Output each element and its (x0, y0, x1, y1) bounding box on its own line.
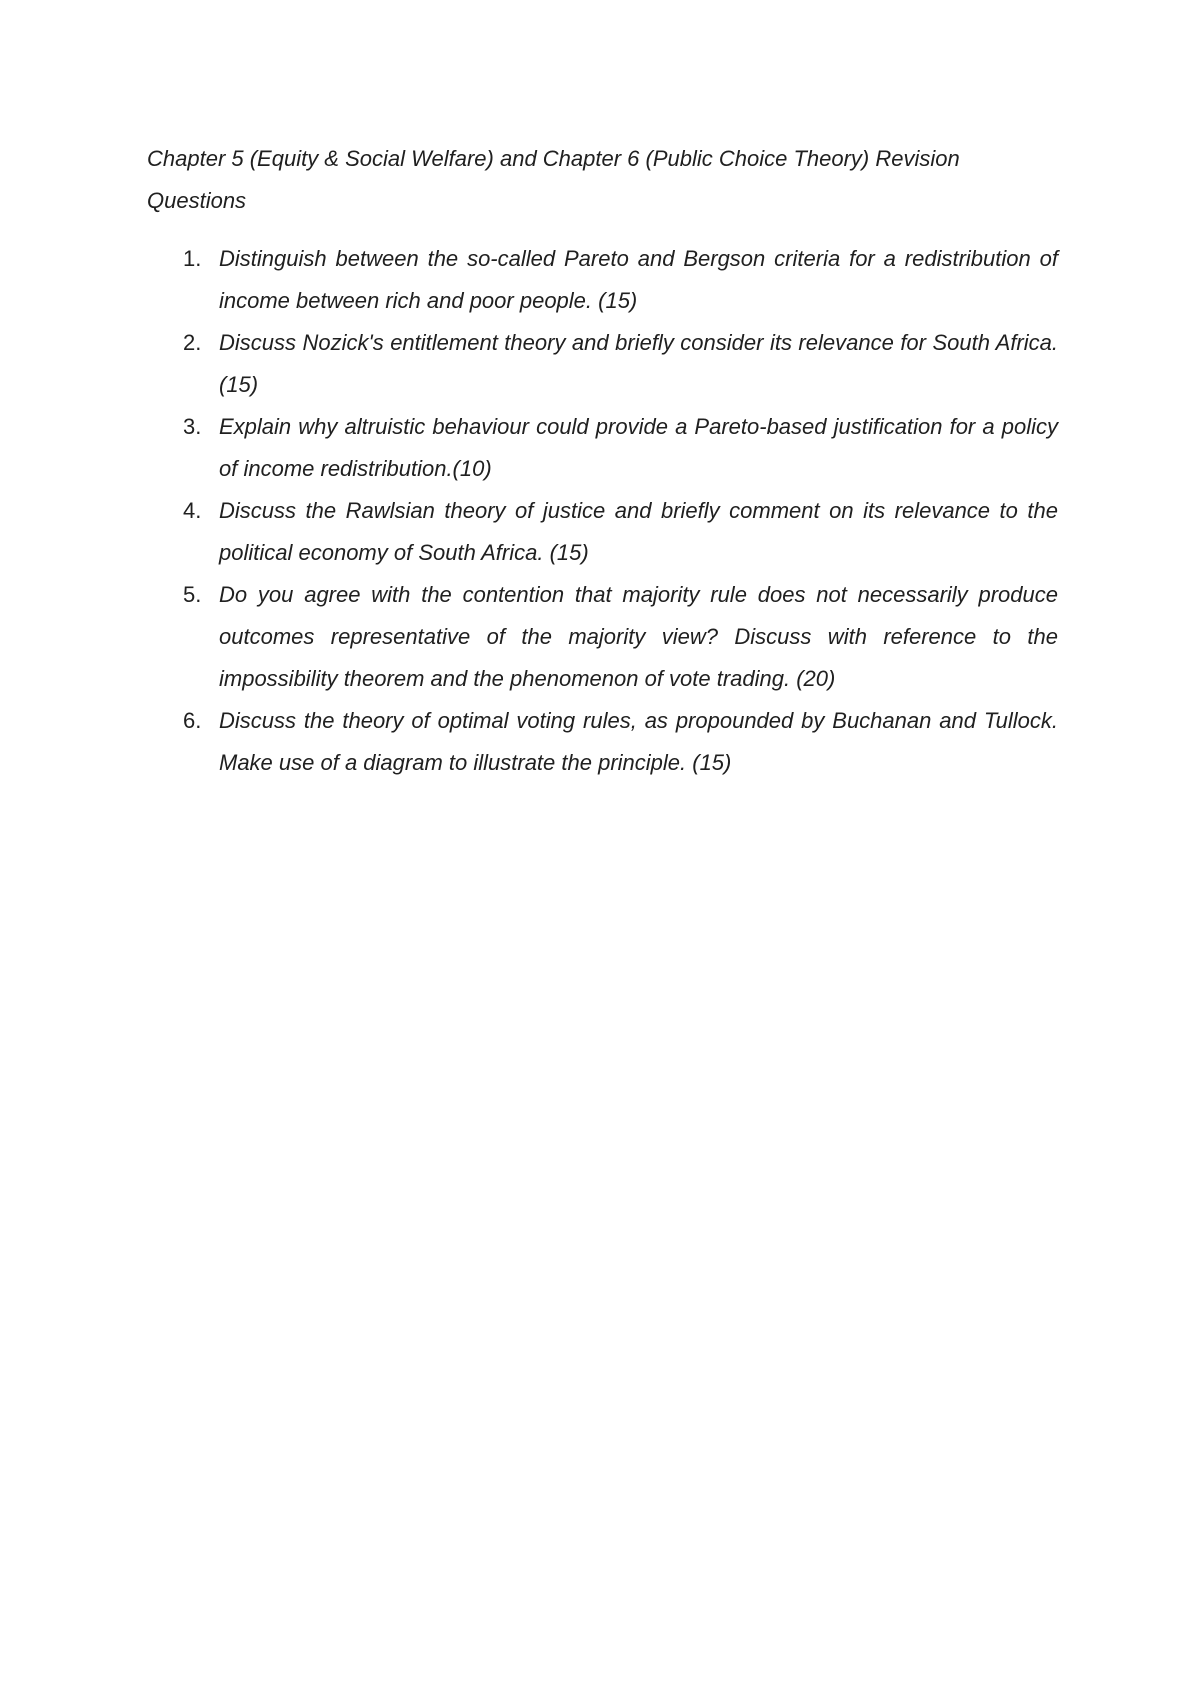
question-number: 6. (183, 708, 202, 733)
question-text: Discuss the theory of optimal voting rules, as propounded by Buchanan and Tullock. Make use of a diagram to illustrate the principle. (15) (219, 708, 1058, 775)
question-text: Discuss Nozick's entitlement theory and briefly consider its relevance for South Africa.(15) (219, 330, 1058, 397)
question-text: Explain why altruistic behaviour could provide a Pareto-based justification for a policy of income redistribution.(10) (219, 414, 1058, 481)
question-text: Discuss the Rawlsian theory of justice and briefly comment on its relevance to the political economy of South Africa. (15) (219, 498, 1058, 565)
question-list (147, 238, 1058, 784)
question-item (147, 574, 1058, 700)
document-body (147, 138, 1058, 784)
question-text: Do you agree with the contention that majority rule does not necessarily produce outcomes representative of the majority view? Discuss with reference to the impossibility theorem and the phenomenon of vote trading. (20) (219, 582, 1058, 691)
question-item (147, 406, 1058, 490)
question-number: 4. (183, 498, 202, 523)
question-item (147, 238, 1058, 322)
question-text: Distinguish between the so-called Pareto and Bergson criteria for a redistribution of income between rich and poor people. (15) (219, 246, 1058, 313)
document-title: Chapter 5 (Equity & Social Welfare) and Chapter 6 (Public Choice Theory) Revision Questions (147, 146, 960, 213)
question-number: 1. (183, 246, 202, 271)
question-number: 3. (183, 414, 202, 439)
question-number: 5. (183, 582, 202, 607)
question-item (147, 700, 1058, 784)
question-item (147, 490, 1058, 574)
question-item (147, 322, 1058, 406)
question-number: 2. (183, 330, 202, 355)
